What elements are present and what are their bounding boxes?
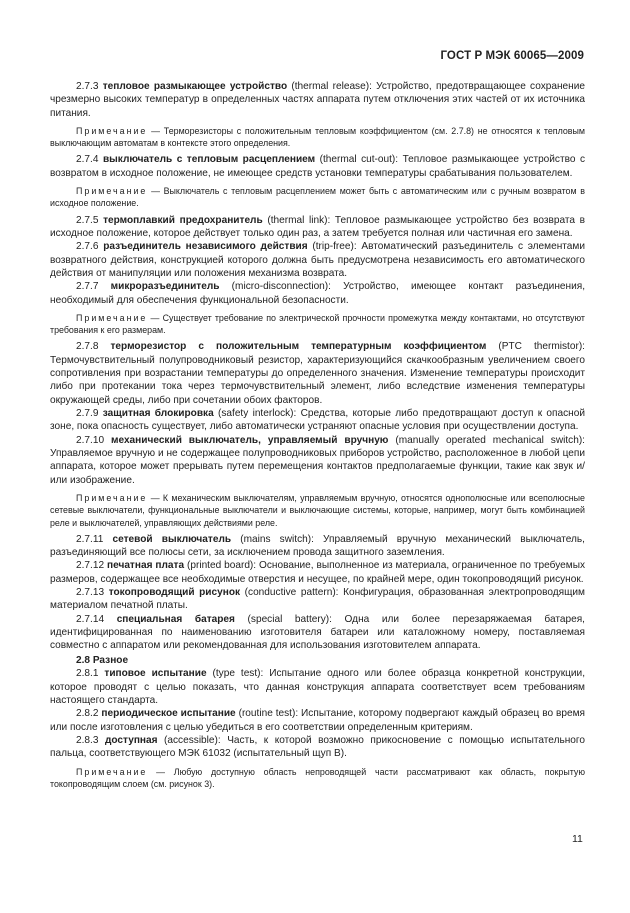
paragraph-2-8-3: [50, 734, 585, 761]
note-label: Примечание: [76, 126, 148, 137]
definition-text: (printed board): Основание, выполненное из материала, ограниченное по требуемых размеров, содержащее все необходимые отверстия и несущее, по крайней мере, один токопроводящий рисунок.: [50, 560, 586, 585]
term: защитная блокировка: [102, 408, 214, 420]
definition-text: (accessible): Часть, к которой возможно прикосновение с помощью испытательного пальца, соответствующего МЭК 61032 (испытательный щуп В).: [50, 734, 585, 760]
definition-text: (type test): Испытание одного или более образца конкретной конструкции, которое проводят с целью показать, что данная конструкция аппарата соответствует всем требованиям настоящего стандарта.: [50, 668, 585, 706]
paragraph-2-7-7: [50, 280, 585, 307]
term: механический выключатель, управляемый вручную: [111, 434, 389, 446]
note: [50, 312, 585, 336]
clause-number: 2.7.11: [76, 533, 104, 545]
clause-number: 2.7.4: [76, 154, 99, 166]
definition-text: (conductive pattern): Конфигурация, образованная электропроводящим материалом печатной платы.: [50, 587, 585, 612]
term: разъединитель независимого действия: [103, 241, 308, 253]
clause-number: 2.8.1: [76, 668, 99, 680]
term: выключатель с тепловым расцеплением: [102, 154, 316, 166]
definition-text: (safety interlock): Средства, которые либо предотвращают доступ к опасной зоне, пока опасность существует, либо автоматически устраняют опасные условия при осуществлении доступа.: [50, 408, 585, 433]
note-text: — Любую доступную область непроводящей части рассматривают как область, покрытую токопроводящим слоем (см. рисунок 3).: [50, 766, 585, 789]
document-body: [50, 80, 585, 794]
term: специальная батарея: [116, 613, 235, 625]
paragraph-2-7-10: [50, 434, 585, 487]
paragraph-2-7-8: [50, 340, 585, 407]
term: терморезистор с положительным температурным коэффициентом: [110, 341, 487, 353]
note-text: — Существует требование по электрической прочности промежутка между контактами, но отсутствуют требования к его размерам.: [50, 312, 585, 336]
term: сетевой выключатель: [112, 533, 232, 545]
document-header: ГОСТ Р МЭК 60065—2009: [440, 50, 584, 62]
clause-number: 2.7.14: [76, 613, 105, 625]
definition-text: (mains switch): Управляемый вручную механический выключатель, разъединяющий все полюсы сети, за исключением провода защитного заземления.: [50, 533, 585, 559]
note: [50, 492, 585, 529]
clause-number: 2.7.3: [76, 81, 99, 92]
term: токопроводящий рисунок: [108, 587, 241, 599]
note: [50, 125, 585, 149]
paragraph-2-8-1: [50, 667, 585, 707]
note-label: Примечание: [76, 493, 148, 504]
term: периодическое испытание: [101, 708, 236, 720]
clause-number: 2.8.2: [76, 708, 99, 720]
paragraph-2-8-2: [50, 707, 585, 734]
note-text: — К механическим выключателям, управляемым вручную, относятся однополюсные или всеполюсные сетевые выключатели, функциональные выключатели и выключающие системы, которые, например, могут быть комбинацией реле и выключателей, управляющих действиями реле.: [50, 493, 585, 528]
paragraph-2-7-4: [50, 153, 585, 180]
paragraph-2-7-6: [50, 240, 585, 280]
section-heading: 2.8 Разное: [76, 654, 129, 666]
paragraph-2-7-9: [50, 407, 585, 434]
clause-number: 2.7.8: [76, 341, 99, 353]
term: тепловое размыкающее устройство: [102, 81, 288, 92]
term: печатная плата: [107, 560, 185, 572]
definition-text: (thermal release): Устройство, предотвращающее сохранение чрезмерно высоких температур в определенных частях аппарата путем отключения этих частей от их источника питания.: [50, 81, 586, 119]
paragraph-2-7-13: [50, 586, 585, 613]
definition-text: (PTC thermistor): Термочувствительный полупроводниковый резистор, характеризующийся скачкообразным увеличением своего сопротивления при возрастании температуры до определенного значения. Изменение температуры происходит либо при протекании тока через термочувствительный элемент, либо вследствие изменения температуры окружающей среды, либо при сочетании обоих факторов.: [50, 341, 585, 406]
clause-number: 2.7.9: [76, 408, 99, 420]
definition-text: (manually operated mechanical switch): Управляемое вручную и не содержащее полупроводниковых приборов устройство, расположенное в любой цепи аппарата, которое может прерывать путем перемещения контактов предполагаемые функции, такие как звук и/или изображение.: [50, 434, 585, 486]
note-text: — Выключатель с тепловым расцеплением может быть с автоматическим или с ручным возвратом в исходное положение.: [50, 186, 585, 209]
paragraph-2-7-11: [50, 533, 585, 560]
definition-text: (thermal link): Тепловое размыкающее устройство без возврата в исходное положение, которое действует только один раз, а затем требуется полная или частичная его замена.: [50, 214, 585, 239]
term: микроразъединитель: [110, 281, 220, 293]
clause-number: 2.7.7: [76, 281, 99, 293]
definition-text: (special battery): Одна или более перезаряжаемая батарея, идентифицированная по наименованию изготовителя батареи или каталожному номеру, поставляемая совместно с аппаратом или рекомендованная для использования изготовителем аппарата.: [50, 613, 585, 652]
definition-text: (trip-free): Автоматический разъединитель с элементами возвратного действия, конструкцией которого должна быть предусмотрена независимость его автоматического действия от манипуляции или положения механизма возврата.: [50, 241, 585, 279]
note-text: — Терморезисторы с положительным тепловым коэффициентом (см. 2.7.8) не относятся к тепловым выключающим автоматам в контексте этого определения.: [50, 126, 585, 149]
paragraph-2-7-3: [50, 80, 585, 120]
clause-number: 2.7.13: [76, 587, 105, 599]
clause-number: 2.7.12: [76, 560, 105, 572]
clause-number: 2.7.6: [76, 241, 99, 253]
clause-number: 2.7.5: [76, 214, 99, 226]
paragraph-2-7-14: [50, 613, 585, 653]
note-label: Примечание: [76, 312, 148, 323]
term: типовое испытание: [104, 668, 207, 680]
note: [50, 185, 585, 209]
page-number: 11: [572, 833, 583, 845]
note-label: Примечание: [76, 766, 148, 777]
note-label: Примечание: [76, 186, 148, 197]
definition-text: (thermal cut-out): Тепловое размыкающее устройство с возвратом в исходное положение, не имеющее средств установки температуры срабатывания пользователем.: [50, 154, 585, 179]
definition-text: (micro-disconnection): Устройство, имеющее контакт разъединения, необходимый для обеспечения функциональной безопасности.: [50, 281, 585, 306]
paragraph-2-7-5: [50, 214, 585, 241]
note: [50, 766, 585, 790]
clause-number: 2.8.3: [76, 734, 99, 746]
term: доступная: [104, 734, 158, 746]
term: термоплавкий предохранитель: [103, 214, 263, 226]
clause-number: 2.7.10: [76, 434, 105, 446]
definition-text: (routine test): Испытание, которому подвергают каждый образец во время или после изготовления с целью убедиться в его соответствии определенным критериям.: [50, 708, 585, 733]
paragraph-2-7-12: [50, 559, 585, 586]
